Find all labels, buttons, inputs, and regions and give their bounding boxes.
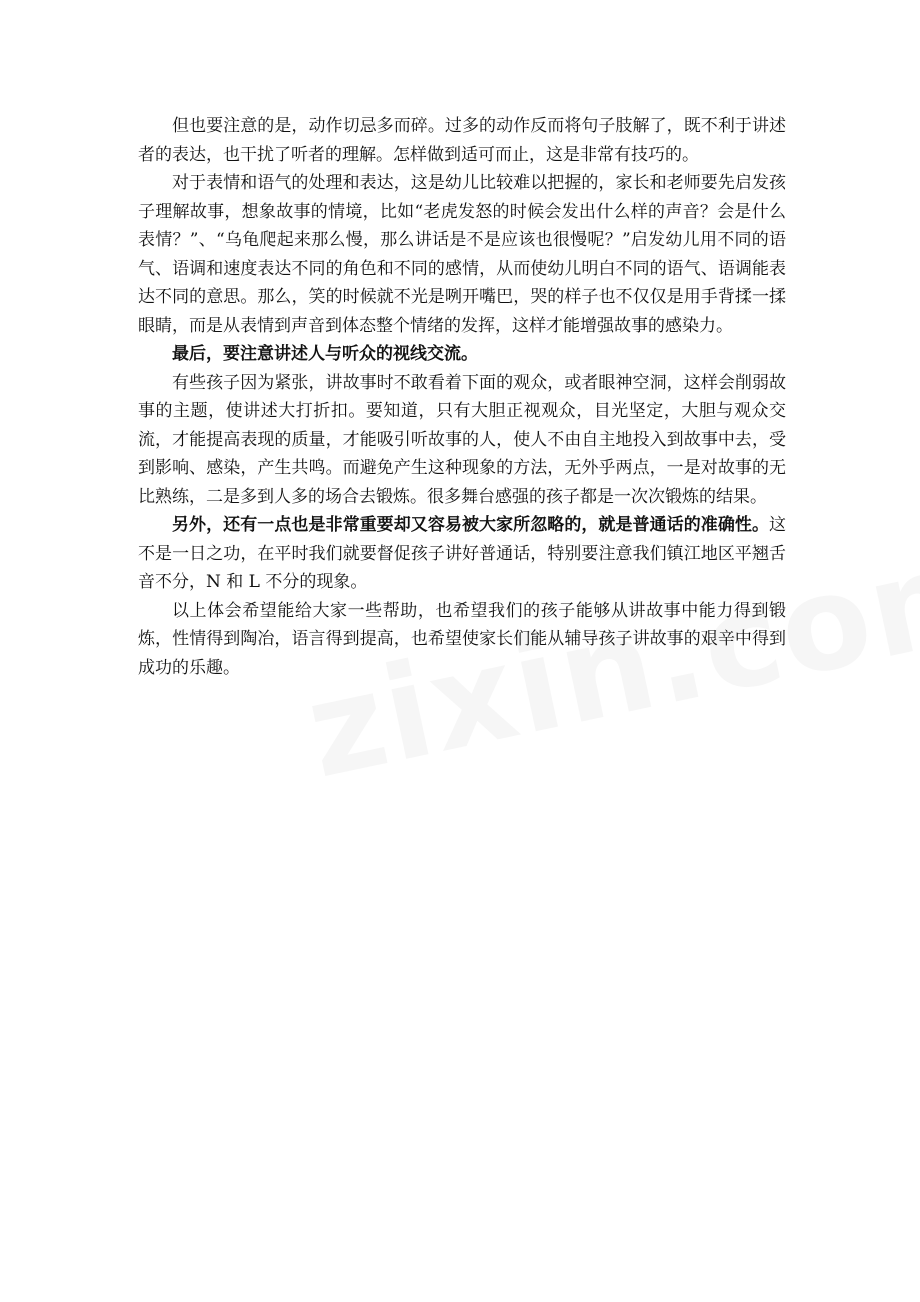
paragraph-4-text: 有些孩子因为紧张，讲故事时不敢看着下面的观众，或者眼神空洞，这样会削弱故事的主题，使讲述大打折扣。要知道，只有大胆正视观众，目光坚定，大胆与观众交流，才能提高表现的质量，才能吸引听故事的人，使人不由自主地投入到故事中去，受到影响、感染，产生共鸣。而避免产生这种现象的方法，无外乎两点，一是对故事的无比熟练，二是多到人多的场合去锻炼。很多舞台感强的孩子都是一次次锻炼的结果。 bbox=[138, 372, 786, 507]
paragraph-5-bold-lead: 另外，还有一点也是非常重要却又容易被大家所忽略的，就是普通话的准确性。 bbox=[172, 515, 769, 535]
paragraph-1-text: 但也要注意的是，动作切忌多而碎。过多的动作反而将句子肢解了，既不利于讲述者的表达，也干扰了听者的理解。怎样做到适可而止，这是非常有技巧的。 bbox=[138, 116, 786, 165]
paragraph-6-text: 以上体会希望能给大家一些帮助，也希望我们的孩子能够从讲故事中能力得到锻炼，性情得到陶冶，语言得到提高，也希望使家长们能从辅导孩子讲故事的艰辛中得到成功的乐趣。 bbox=[138, 600, 786, 678]
paragraph-4 bbox=[138, 369, 786, 512]
document-body bbox=[138, 112, 786, 682]
paragraph-1 bbox=[138, 112, 786, 169]
paragraph-5 bbox=[138, 511, 786, 597]
paragraph-3 bbox=[138, 340, 786, 369]
paragraph-2 bbox=[138, 169, 786, 340]
paragraph-3-bold-lead: 最后，要注意讲述人与听众的视线交流。 bbox=[172, 344, 478, 364]
paragraph-5-text: 这不是一日之功，在平时我们就要督促孩子讲好普通话，特别要注意我们镇江地区平翘舌音不分，N 和 L 不分的现象。 bbox=[138, 515, 786, 592]
paragraph-6 bbox=[138, 597, 786, 683]
paragraph-2-text: 对于表情和语气的处理和表达，这是幼儿比较难以把握的，家长和老师要先启发孩子理解故事，想象故事的情境，比如“老虎发怒的时候会发出什么样的声音？会是什么表情？”、“乌龟爬起来那么慢，那么讲话是不是应该也很慢呢？”启发幼儿用不同的语气、语调和速度表达不同的角色和不同的感情，从而使幼儿明白不同的语气、语调能表达不同的意思。那么，笑的时候就不光是咧开嘴巴，哭的样子也不仅仅是用手背揉一揉眼睛，而是从表情到声音到体态整个情绪的发挥，这样才能增强故事的感染力。 bbox=[138, 173, 786, 336]
